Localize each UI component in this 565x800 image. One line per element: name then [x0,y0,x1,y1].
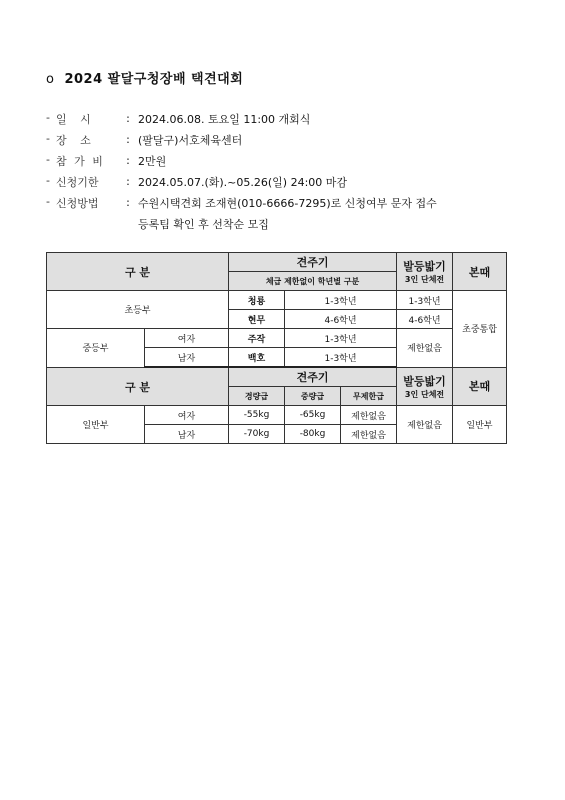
header-baldeung-sub: 3인 단체전 [404,275,445,284]
info-value: 수원시택견회 조재현(010-6666-7295)로 신청여부 문자 접수 [138,196,437,210]
info-key: 장 소 [56,133,96,147]
gender-label: 남자 [145,425,229,444]
weight-value: -55kg [229,406,285,425]
row-label-middle: 중등부 [47,329,145,368]
category-table [46,252,507,444]
weight-class: 무제한급 [341,387,397,406]
info-value: (팔달구)서호체육센터 [138,133,243,147]
grade-range: 1-3학년 [285,329,397,348]
team-name: 청룡 [229,291,285,310]
weight-value: -70kg [229,425,285,444]
gender-label: 여자 [145,329,229,348]
weight-class: 경량급 [229,387,285,406]
info-row-date: - 일 시 : 2024.06.08. 토요일 11:00 개회식 [46,110,311,126]
info-list [46,108,437,234]
header-baldeung-2 [397,367,453,406]
info-row-deadline: - 신청기한 : 2024.05.07.(화).~05.26(일) 24:00 마감 [46,173,348,189]
row-label-elementary: 초등부 [47,291,229,329]
team-name: 현무 [229,310,285,329]
info-key: 참 가 비 [56,154,105,168]
info-key: 신청기한 [56,175,99,189]
gender-label: 여자 [145,406,229,425]
info-key: 일 시 [56,112,96,126]
info-row-place: - 장 소 : (팔달구)서호체육센터 [46,131,243,147]
team-name: 백호 [229,348,285,368]
header-gyeonjugi-2: 견주기 [229,367,397,387]
header-bonttae: 본때 [453,253,507,291]
bonttae-merged: 초중통합 [453,291,507,368]
baldeung-unlimited: 제한없음 [397,329,453,368]
info-value: 2만원 [138,154,167,168]
gender-label: 남자 [145,348,229,368]
info-key: 신청방법 [56,196,99,210]
header-sub-note: 체급 제한없이 학년별 구분 [229,272,397,291]
info-value: 2024.05.07.(화).~05.26(일) 24:00 마감 [138,175,348,189]
header-baldeung [397,253,453,291]
baldeung-grade: 4-6학년 [397,310,453,329]
info-row-method: - 신청방법 : 수원시택견회 조재현(010-6666-7295)로 신청여부 문자 접수 [46,194,437,210]
team-name: 주작 [229,329,285,348]
info-value: 2024.06.08. 토요일 11:00 개회식 [138,112,311,126]
title-text: 2024 팔달구청장배 택견대회 [64,72,244,87]
row-label-general: 일반부 [47,406,145,444]
grade-range: 1-3학년 [285,348,397,368]
grade-range: 4-6학년 [285,310,397,329]
title-bullet: o [46,72,55,87]
weight-value: 제한없음 [341,425,397,444]
weight-value: -80kg [285,425,341,444]
weight-value: -65kg [285,406,341,425]
weight-class: 중량급 [285,387,341,406]
header-bonttae-2: 본때 [453,367,507,406]
info-method-continuation: 등록팀 확인 후 선착순 모집 [138,217,269,231]
baldeung-grade: 1-3학년 [397,291,453,310]
info-row-fee: - 참 가 비 : 2만원 [46,152,167,168]
header-baldeung-title: 발등밟기 [403,260,446,273]
document-title [46,68,243,87]
grade-range: 1-3학년 [285,291,397,310]
header-gyeonjugi: 견주기 [229,253,397,272]
header-gubun: 구 분 [47,253,229,291]
baldeung-unlimited: 제한없음 [397,406,453,444]
header-baldeung-sub: 3인 단체전 [404,389,445,399]
header-baldeung-title: 발등밟기 [403,374,446,388]
header-gubun-2: 구 분 [47,367,229,406]
weight-value: 제한없음 [341,406,397,425]
bonttae-general: 일반부 [453,406,507,444]
